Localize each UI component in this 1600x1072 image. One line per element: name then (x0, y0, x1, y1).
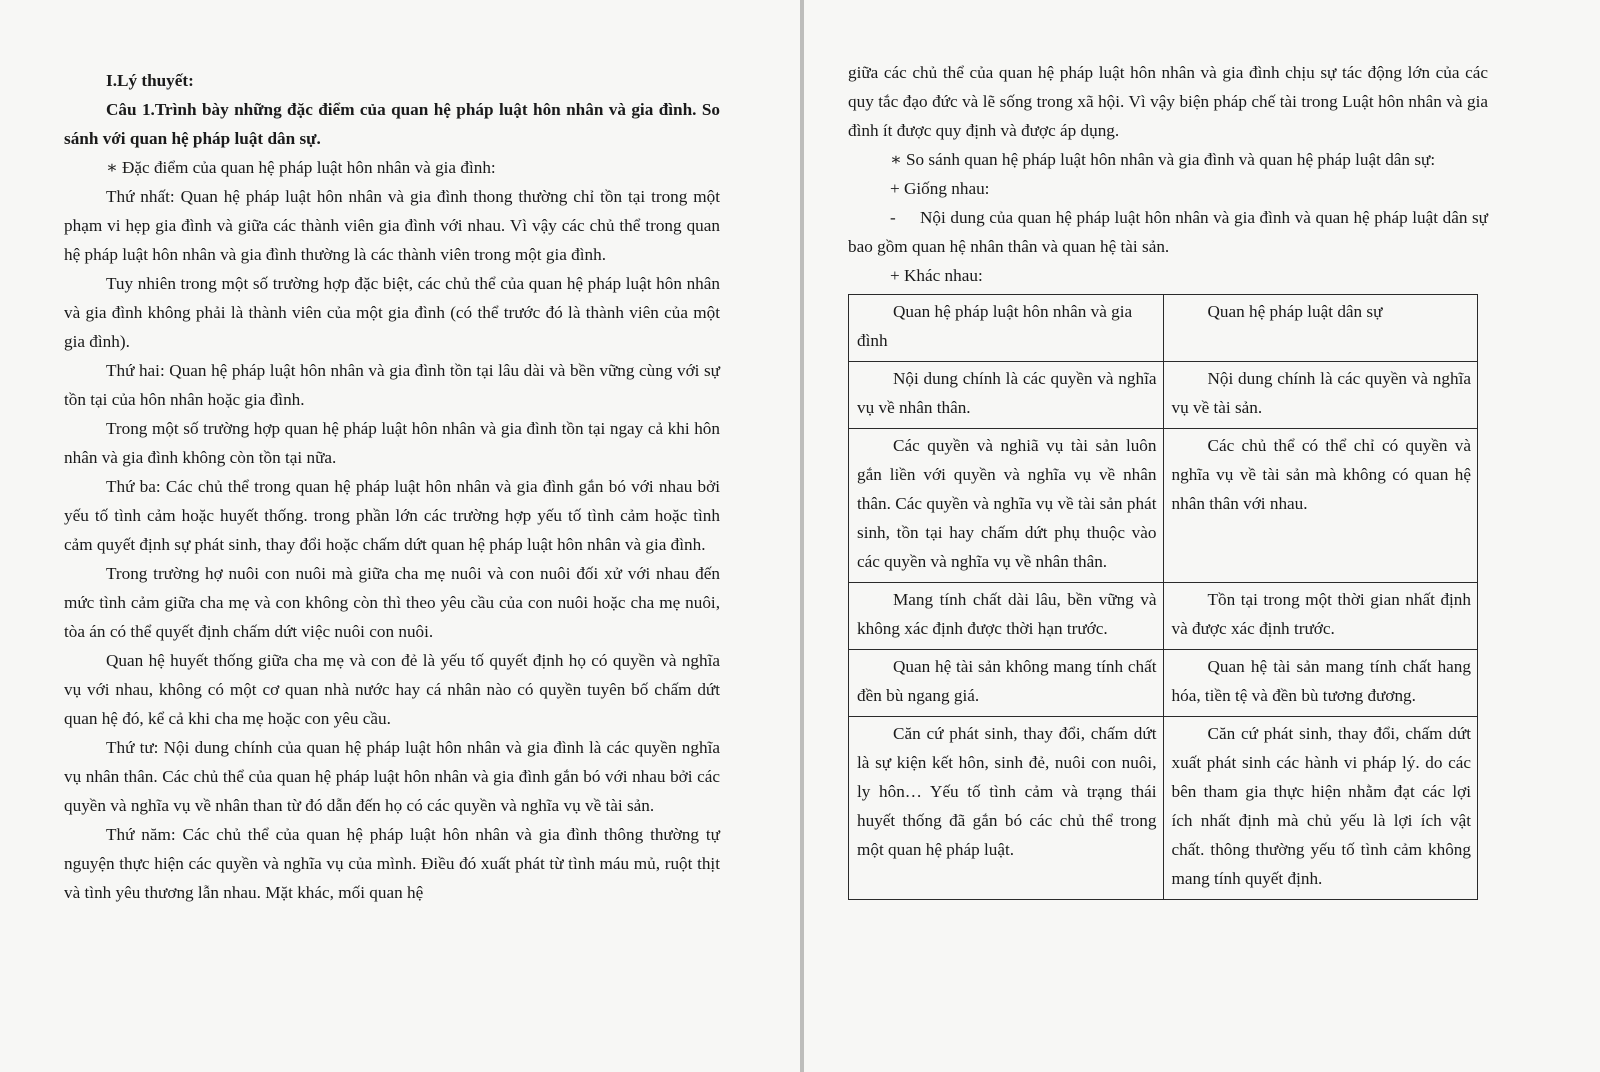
table-row (849, 650, 1478, 717)
cell-text: Nội dung chính là các quyền và nghĩa vụ về tài sản. (1171, 369, 1471, 417)
table-cell (1163, 650, 1478, 717)
cell-text: Quan hệ tài sản mang tính chất hang hóa, tiền tệ và đền bù tương đương. (1171, 657, 1471, 705)
table-cell (1163, 583, 1478, 650)
paragraph: Thứ ba: Các chủ thể trong quan hệ pháp luật hôn nhân và gia đình gắn bó với nhau bởi yếu tố tình cảm hoặc huyết thống. trong phần lớn các trường hợp yếu tố tình cảm hoặc tình cảm quyết định sự phát sinh, thay đổi hoặc chấm dứt quan hệ pháp luật hôn nhân và gia đình. (64, 477, 720, 554)
cell-text: Các chủ thể có thể chỉ có quyền và nghĩa vụ về tài sản mà không có quan hệ nhân thân với nhau. (1171, 436, 1471, 513)
table-row (849, 362, 1478, 429)
paragraph: Quan hệ huyết thống giữa cha mẹ và con đẻ là yếu tố quyết định họ có quyền và nghĩa vụ với nhau, không có một cơ quan nhà nước hay cá nhân nào có quyền tuyên bố chấm dứt quan hệ đó, kể cả khi cha mẹ hoặc con yêu cầu. (64, 651, 720, 728)
paragraph: Tuy nhiên trong một số trường hợp đặc biệt, các chủ thể của quan hệ pháp luật hôn nhân và gia đình không phải là thành viên của một gia đình (có thể trước đó là thành viên của một gia đình). (64, 274, 720, 351)
similar-item (848, 203, 1488, 261)
table-header-cell (1163, 295, 1478, 362)
table-cell (849, 362, 1164, 429)
header-right-text: Quan hệ pháp luật dân sự (1207, 302, 1383, 321)
paragraph: Thứ năm: Các chủ thể của quan hệ pháp luật hôn nhân và gia đình thông thường tự nguyện thực hiện các quyền và nghĩa vụ của mình. Điều đó xuất phát từ tình máu mủ, ruột thịt và tình yêu thương lẫn nhau. Mặt khác, mối quan hệ (64, 825, 720, 902)
table-cell (1163, 717, 1478, 900)
similar-heading: + Giống nhau: (890, 179, 990, 198)
table-row (849, 429, 1478, 583)
cell-text: Các quyền và nghiã vụ tài sản luôn gắn liền với quyền và nghĩa vụ về nhân thân. Các quyền và nghĩa vụ về tài sản phát sinh, tồn tại hay chấm dứt phụ thuộc vào các quyền và nghĩa vụ về nhân thân. (857, 436, 1157, 571)
cell-text: Căn cứ phát sinh, thay đổi, chấm dứt là sự kiện kết hôn, sinh đẻ, nuôi con nuôi, ly hôn… Yếu tố tình cảm và trạng thái huyết thống đã gắn bó các chủ thể trong một quan hệ pháp luật. (857, 724, 1157, 859)
features-heading: ∗ Đặc điểm của quan hệ pháp luật hôn nhân và gia đình: (106, 158, 496, 177)
header-left-text: Quan hệ pháp luật hôn nhân và gia đình (857, 302, 1133, 350)
continuation-paragraph: giữa các chủ thể của quan hệ pháp luật hôn nhân và gia đình chịu sự tác động lớn của các quy tắc đạo đức và lẽ sống trong xã hội. Vì vậy biện pháp chế tài trong Luật hôn nhân và gia đình ít được quy định và được áp dụng. (848, 63, 1488, 140)
dash-bullet: - (890, 208, 896, 227)
cell-text: Quan hệ tài sản không mang tính chất đền bù ngang giá. (857, 657, 1157, 705)
comparison-heading: ∗ So sánh quan hệ pháp luật hôn nhân và gia đình và quan hệ pháp luật dân sự: (890, 150, 1436, 169)
table-cell (1163, 429, 1478, 583)
paragraph: Thứ hai: Quan hệ pháp luật hôn nhân và gia đình tồn tại lâu dài và bền vững cùng với sự tồn tại của hôn nhân hoặc gia đình. (64, 361, 720, 409)
section-heading: I.Lý thuyết: (106, 71, 194, 90)
table-header-cell (849, 295, 1164, 362)
cell-text: Nội dung chính là các quyền và nghĩa vụ về nhân thân. (857, 369, 1157, 417)
different-heading: + Khác nhau: (890, 266, 983, 285)
table-cell (1163, 362, 1478, 429)
question-title: Câu 1.Trình bày những đặc điểm của quan hệ pháp luật hôn nhân và gia đình. So sánh với quan hệ pháp luật dân sự. (64, 100, 720, 148)
paragraph: Trong trường hợ nuôi con nuôi mà giữa cha mẹ nuôi và con nuôi đối xử với nhau đến mức tình cảm giữa cha mẹ và con không còn thì theo yêu cầu của con nuôi hoặc cha mẹ nuôi, tòa án có thể quyết định chấm dứt việc nuôi con nuôi. (64, 564, 720, 641)
cell-text: Căn cứ phát sinh, thay đổi, chấm dứt xuất phát sinh các hành vi pháp lý. do các bên tham gia thực hiện nhằm đạt các lợi ích nhất định mà chủ yếu là lợi ích vật chất. thông thường yếu tố tình cảm không mang tính quyết định. (1171, 724, 1471, 888)
table-row (849, 717, 1478, 900)
table-header-row (849, 295, 1478, 362)
cell-text: Mang tính chất dài lâu, bền vững và không xác định được thời hạn trước. (857, 590, 1157, 638)
table-cell (849, 583, 1164, 650)
table-cell (849, 650, 1164, 717)
table-row (849, 583, 1478, 650)
cell-text: Tồn tại trong một thời gian nhất định và được xác định trước. (1171, 590, 1471, 638)
similar-item-text: Nội dung của quan hệ pháp luật hôn nhân và gia đình và quan hệ pháp luật dân sự bao gồm quan hệ nhân thân và quan hệ tài sản. (848, 208, 1488, 256)
table-cell (849, 429, 1164, 583)
comparison-table (848, 294, 1478, 900)
right-page (804, 0, 1600, 1072)
paragraph: Thứ tư: Nội dung chính của quan hệ pháp luật hôn nhân và gia đình là các quyền nghĩa vụ nhân thân. Các chủ thể của quan hệ pháp luật hôn nhân và gia đình gắn bó với nhau bởi các quyền và nghĩa vụ về nhân than từ đó dẫn đến họ có các quyền và nghĩa vụ về tài sản. (64, 738, 720, 815)
paragraph: Thứ nhất: Quan hệ pháp luật hôn nhân và gia đình thong thường chỉ tồn tại trong một phạm vi hẹp gia đình và giữa các thành viên gia đình với nhau. Vì vậy các chủ thể trong quan hệ pháp luật hôn nhân và gia đình thường là các thành viên trong một gia đình. (64, 187, 720, 264)
table-cell (849, 717, 1164, 900)
paragraph: Trong một số trường hợp quan hệ pháp luật hôn nhân và gia đình tồn tại ngay cả khi hôn nhân và gia đình không còn tồn tại nữa. (64, 419, 720, 467)
